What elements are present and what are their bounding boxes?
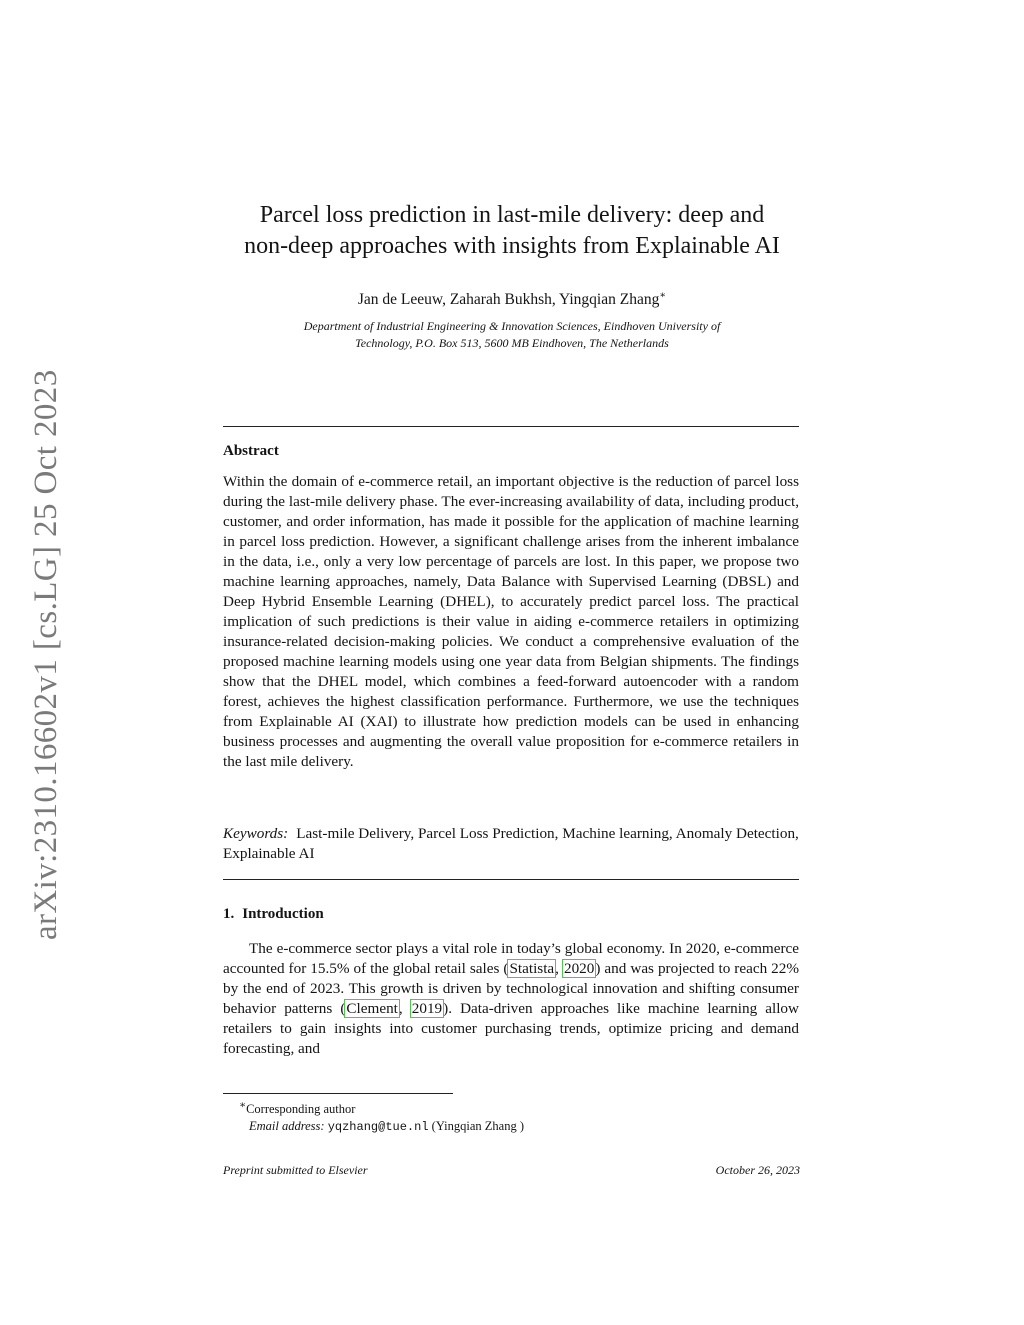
citation-link-statista[interactable] bbox=[508, 960, 555, 977]
author-names: Jan de Leeuw, Zaharah Bukhsh, Yingqian Zhang bbox=[357, 291, 660, 309]
keywords-text: Last-mile Delivery, Parcel Loss Prediction, Machine learning, Anomaly Detection, Explainable AI bbox=[223, 825, 799, 862]
footnote-line-1 bbox=[239, 1097, 524, 1118]
arxiv-sidebar bbox=[27, 358, 65, 940]
citation-link-statista-year[interactable] bbox=[563, 960, 595, 977]
affiliation bbox=[200, 318, 824, 352]
paper-title bbox=[200, 200, 824, 262]
intro-text-part-1: The e-commerce sector plays a vital role in today’s global economy. In 2020, e-commerce accounted for 15.5% of the global retail sales ( bbox=[223, 940, 799, 977]
citation-author: Clement bbox=[346, 1000, 398, 1017]
section-heading-introduction bbox=[223, 906, 324, 923]
introduction-paragraph bbox=[223, 939, 799, 1059]
corresponding-marker: ∗ bbox=[659, 290, 667, 301]
citation-separator: , bbox=[555, 960, 563, 977]
title-line-2: non-deep approaches with insights from Explainable AI bbox=[244, 233, 780, 259]
abstract-bottom-rule bbox=[223, 879, 799, 880]
affiliation-line-1: Department of Industrial Engineering & Innovation Sciences, Eindhoven University of bbox=[303, 319, 721, 333]
title-line-1: Parcel loss prediction in last-mile delivery: deep and bbox=[259, 202, 765, 228]
footnote-marker: ∗ bbox=[239, 1100, 247, 1111]
section-title: Introduction bbox=[242, 906, 324, 922]
keywords bbox=[223, 824, 799, 864]
citation-year: 2020 bbox=[563, 960, 595, 977]
intro-text-part-3: ). Data-driven approaches like machine learning allow retailers to gain insights into customer purchasing trends, optimize pricing and demand forecasting, and bbox=[223, 1000, 799, 1057]
author-list bbox=[200, 290, 824, 309]
intro-text-part-2: ) and was projected to reach 22% by the end of 2023. This growth is driven by technological innovation and shifting consumer behavior patterns ( bbox=[223, 960, 799, 1017]
citation-year: 2019 bbox=[411, 1000, 443, 1017]
arxiv-identifier: arXiv:2310.16602v1 [cs.LG] 25 Oct 2023 bbox=[28, 369, 64, 940]
footnote-label: Corresponding author bbox=[246, 1102, 356, 1117]
abstract-text: Within the domain of e-commerce retail, an important objective is the reduction of parcel loss during the last-mile delivery phase. The ever-increasing availability of data, including product, customer, and order information, has made it possible for the application of machine learning in parcel loss prediction. However, a significant challenge arises from the inherent imbalance in the data, i.e., only a very low percentage of parcels are lost. In this paper, we propose two machine learning approaches, namely, Data Balance with Supervised Learning (DBSL) and Deep Hybrid Ensemble Learning (DHEL), to accurately predict parcel loss. The practical implication of such predictions is their value in aiding e-commerce retailers in optimizing insurance-related decision-making policies. We conduct a comprehensive evaluation of the proposed machine learning models using one year data from Belgian shipments. The findings show that the DHEL model, which combines a feed-forward autoencoder with a random forest, achieves the highest classification performance. Furthermore, we use the techniques from Explainable AI (XAI) to illustrate how prediction models can be used in enhancing business processes and augmenting the overall value proposition for e-commerce retailers in the last mile delivery. bbox=[223, 473, 799, 770]
footnote bbox=[239, 1097, 524, 1136]
keywords-label: Keywords: bbox=[223, 825, 289, 842]
affiliation-line-2: Technology, P.O. Box 513, 5600 MB Eindhoven, The Netherlands bbox=[355, 336, 669, 350]
section-number: 1. bbox=[223, 906, 235, 922]
email-owner: (Yingqian Zhang ) bbox=[431, 1119, 524, 1134]
footnote-rule bbox=[223, 1093, 453, 1094]
citation-link-clement[interactable] bbox=[345, 1000, 398, 1017]
citation-link-clement-year[interactable] bbox=[411, 1000, 443, 1017]
abstract-heading: Abstract bbox=[223, 443, 279, 459]
email-label: Email address: bbox=[249, 1119, 325, 1134]
email-address-link[interactable]: yqzhang@tue.nl bbox=[327, 1120, 429, 1135]
footer-date: October 26, 2023 bbox=[715, 1163, 800, 1177]
footer-journal: Preprint submitted to Elsevier bbox=[223, 1163, 368, 1177]
footnote-line-2 bbox=[239, 1118, 524, 1136]
citation-separator: , bbox=[398, 1000, 411, 1017]
citation-author: Statista bbox=[509, 960, 555, 977]
abstract-top-rule bbox=[223, 426, 799, 427]
